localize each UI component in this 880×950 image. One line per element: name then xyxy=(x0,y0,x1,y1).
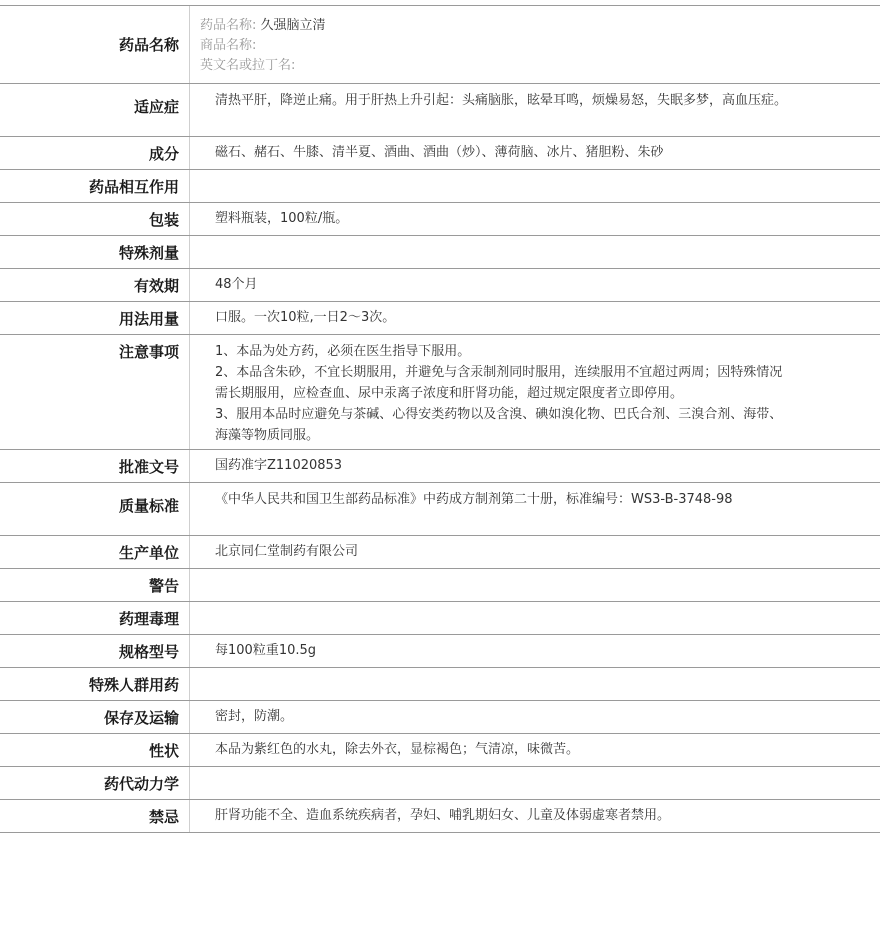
row-special-dosage xyxy=(0,236,880,269)
english-name-line xyxy=(200,56,326,76)
row-packaging xyxy=(0,203,880,236)
row-shelf-life xyxy=(0,269,880,302)
label-ingredients: 成分 xyxy=(0,137,190,169)
label-description: 性状 xyxy=(0,734,190,766)
label-usage: 用法用量 xyxy=(0,302,190,334)
english-name-key: 英文名或拉丁名: xyxy=(200,58,296,73)
label-approval-number: 批准文号 xyxy=(0,450,190,482)
row-description xyxy=(0,734,880,767)
value-indications: 清热平肝，降逆止痛。用于肝热上升引起：头痛脑胀，眩晕耳鸣，烦燥易怒，失眠多梦，高血压症。 xyxy=(215,93,788,108)
value-storage: 密封，防潮。 xyxy=(215,709,294,724)
row-special-population xyxy=(0,668,880,701)
generic-name-line xyxy=(200,16,326,36)
label-specification: 规格型号 xyxy=(0,635,190,667)
row-quality-standard xyxy=(0,483,880,536)
drug-names-block xyxy=(190,6,336,83)
value-special-population xyxy=(190,668,880,700)
value-usage: 口服。一次10粒,一日2～3次。 xyxy=(215,310,396,325)
row-pharmacology xyxy=(0,602,880,635)
value-ingredients: 磁石、赭石、牛膝、清半夏、酒曲、酒曲（炒）、薄荷脑、冰片、猪胆粉、朱砂 xyxy=(215,145,664,160)
label-special-dosage: 特殊剂量 xyxy=(0,236,190,268)
label-indications: 适应症 xyxy=(0,84,190,136)
row-contraindications xyxy=(0,800,880,833)
label-shelf-life: 有效期 xyxy=(0,269,190,301)
row-warning xyxy=(0,569,880,602)
value-warning xyxy=(190,569,880,601)
label-packaging: 包装 xyxy=(0,203,190,235)
value-precautions xyxy=(190,335,880,449)
row-pharmacokinetics xyxy=(0,767,880,800)
drug-info-table xyxy=(0,5,880,833)
row-precautions xyxy=(0,335,880,450)
value-specification: 每100粒重10.5g xyxy=(215,643,317,658)
value-shelf-life: 48个月 xyxy=(215,277,258,292)
label-pharmacology: 药理毒理 xyxy=(0,602,190,634)
label-pharmacokinetics: 药代动力学 xyxy=(0,767,190,799)
row-interactions xyxy=(0,170,880,203)
value-quality-standard: 《中华人民共和国卫生部药品标准》中药成方制剂第二十册，标准编号：WS3-B-3748-98 xyxy=(215,492,733,507)
label-precautions: 注意事项 xyxy=(0,335,190,449)
trade-name-line xyxy=(200,36,326,56)
label-warning: 警告 xyxy=(0,569,190,601)
row-specification xyxy=(0,635,880,668)
precaution-item-1: 1、本品为处方药，必须在医生指导下服用。 xyxy=(215,344,471,359)
value-contraindications: 肝肾功能不全、造血系统疾病者，孕妇、哺乳期妇女、儿童及体弱虚寒者禁用。 xyxy=(215,808,671,823)
generic-name-value: 久强脑立清 xyxy=(260,18,326,33)
trade-name-key: 商品名称: xyxy=(200,38,257,53)
precaution-item-2: 2、本品含朱砂，不宜长期服用，并避免与含汞制剂同时服用，连续服用不宜超过两周；因特殊情况需长期服用，应检查血、尿中汞离子浓度和肝肾功能，超过规定限度者立即停用。 xyxy=(215,365,783,401)
value-description: 本品为紫红色的水丸，除去外衣，显棕褐色；气清凉，味微苦。 xyxy=(215,742,580,757)
generic-name-key: 药品名称: xyxy=(200,18,257,33)
row-manufacturer xyxy=(0,536,880,569)
row-usage xyxy=(0,302,880,335)
row-drug-names xyxy=(0,5,880,84)
precaution-item-3: 3、服用本品时应避免与茶碱、心得安类药物以及含溴、碘如溴化物、巴氏合剂、三溴合剂、海带、海藻等物质同服。 xyxy=(215,407,783,443)
label-contraindications: 禁忌 xyxy=(0,800,190,832)
label-drug-names: 药品名称 xyxy=(0,6,190,83)
value-approval-number: 国药准字Z11020853 xyxy=(215,458,343,473)
row-indications xyxy=(0,84,880,137)
row-approval-number xyxy=(0,450,880,483)
value-manufacturer: 北京同仁堂制药有限公司 xyxy=(215,544,359,559)
label-quality-standard: 质量标准 xyxy=(0,483,190,535)
value-interactions xyxy=(190,170,880,202)
label-storage: 保存及运输 xyxy=(0,701,190,733)
value-pharmacokinetics xyxy=(190,767,880,799)
row-storage xyxy=(0,701,880,734)
value-pharmacology xyxy=(190,602,880,634)
label-special-population: 特殊人群用药 xyxy=(0,668,190,700)
label-manufacturer: 生产单位 xyxy=(0,536,190,568)
row-ingredients xyxy=(0,137,880,170)
value-special-dosage xyxy=(190,236,880,268)
value-packaging: 塑料瓶装，100粒/瓶。 xyxy=(215,211,349,226)
label-interactions: 药品相互作用 xyxy=(0,170,190,202)
